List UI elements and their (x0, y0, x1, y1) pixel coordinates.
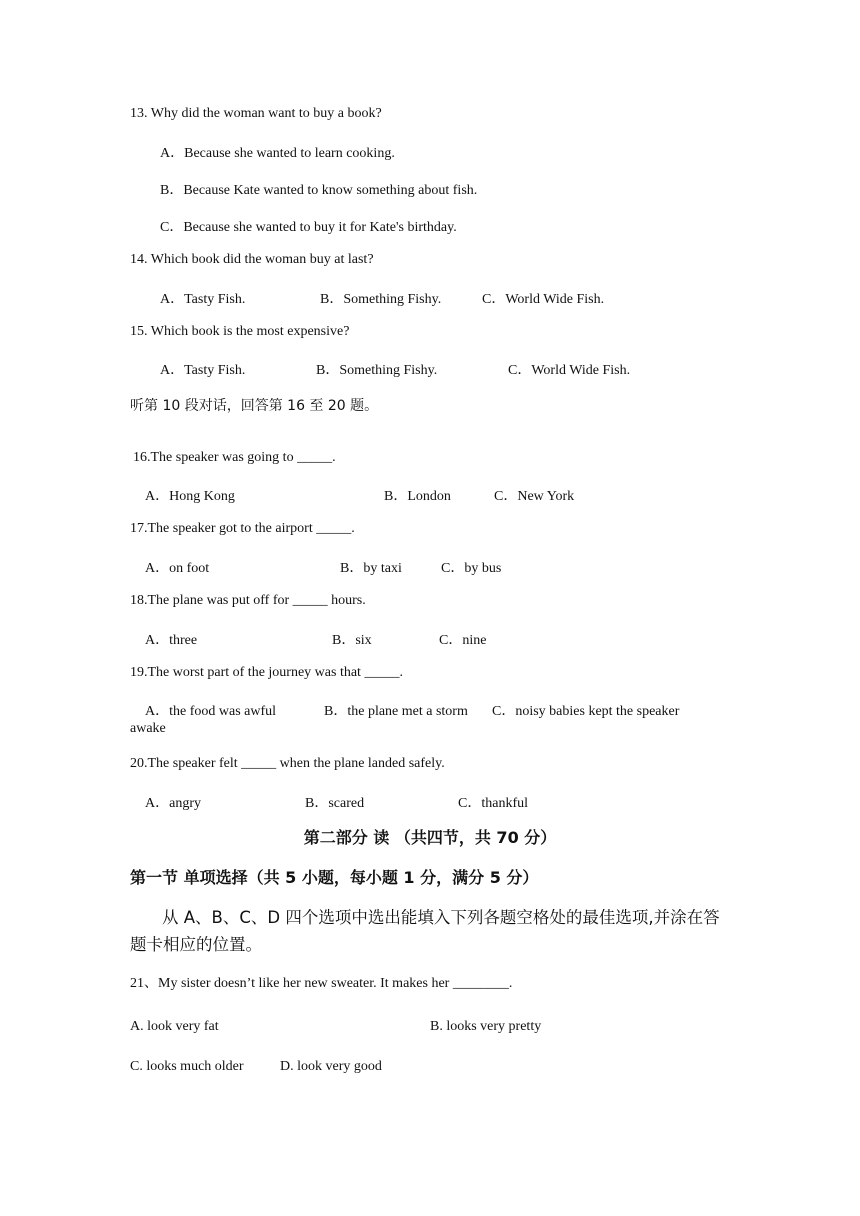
section-1-heading: 第一节 单项选择（共 5 小题，每小题 1 分，满分 5 分） (130, 868, 539, 887)
question-15-stem: 15. Which book is the most expensive? (130, 324, 350, 339)
question-19-option-a: A．the food was awful (145, 704, 277, 719)
question-13-option-a: A．Because she wanted to learn cooking. (160, 146, 395, 161)
question-16-stem: 16.The speaker was going to _____. (133, 450, 336, 465)
question-18-option-b: B．six (332, 633, 372, 648)
question-15-option-a: A．Tasty Fish. (160, 363, 246, 378)
question-20-option-a: A．angry (145, 796, 201, 811)
question-15-option-b: B．Something Fishy. (316, 363, 438, 378)
question-16-option-c: C．New York (494, 489, 575, 504)
question-17-option-b: B．by taxi (340, 561, 402, 576)
question-14-stem: 14. Which book did the woman buy at last? (130, 252, 374, 267)
question-21-option-b: B. looks very pretty (430, 1019, 542, 1034)
question-13-stem: 13. Why did the woman want to buy a book? (130, 106, 382, 121)
question-19-stem: 19.The worst part of the journey was that _____. (130, 665, 403, 680)
question-16-option-b: B．London (384, 489, 451, 504)
question-17-stem: 17.The speaker got to the airport _____. (130, 521, 355, 536)
question-14-option-c: C．World Wide Fish. (482, 292, 605, 307)
question-21-stem: 21、My sister doesn’t like her new sweater. It makes her ________. (130, 976, 513, 991)
question-14-option-a: A．Tasty Fish. (160, 292, 246, 307)
part-2-heading: 第二部分 读 （共四节，共 70 分） (303, 828, 557, 847)
listening-instruction-10: 听第 10 段对话，回答第 16 至 20 题。 (130, 398, 379, 414)
question-19-option-b: B．the plane met a storm (324, 704, 468, 719)
question-13-option-c: C．Because she wanted to buy it for Kate's birthday. (160, 220, 457, 235)
question-19-option-c-continued: awake (130, 721, 166, 736)
question-17-option-a: A．on foot (145, 561, 210, 576)
question-20-option-b: B．scared (305, 796, 365, 811)
question-16-option-a: A．Hong Kong (145, 489, 235, 504)
question-20-option-c: C．thankful (458, 796, 528, 811)
question-13-option-b: B．Because Kate wanted to know something about fish. (160, 183, 478, 198)
question-18-option-c: C．nine (439, 633, 487, 648)
question-21-option-d: D. look very good (280, 1059, 382, 1074)
question-15-option-c: C．World Wide Fish. (508, 363, 631, 378)
question-21-option-c: C. looks much older (130, 1059, 244, 1074)
question-19-option-c: C．noisy babies kept the speaker (492, 704, 680, 719)
question-14-option-b: B．Something Fishy. (320, 292, 442, 307)
question-18-stem: 18.The plane was put off for _____ hours. (130, 593, 366, 608)
question-17-option-c: C．by bus (441, 561, 502, 576)
question-21-option-a: A. look very fat (130, 1019, 219, 1034)
section-1-instructions: 从 A、B、C、D 四个选项中选出能填入下列各题空格处的最佳选项,并涂在答题卡相应的位置。 (130, 908, 720, 954)
question-18-option-a: A．three (145, 633, 198, 648)
question-20-stem: 20.The speaker felt _____ when the plane landed safely. (130, 756, 445, 771)
